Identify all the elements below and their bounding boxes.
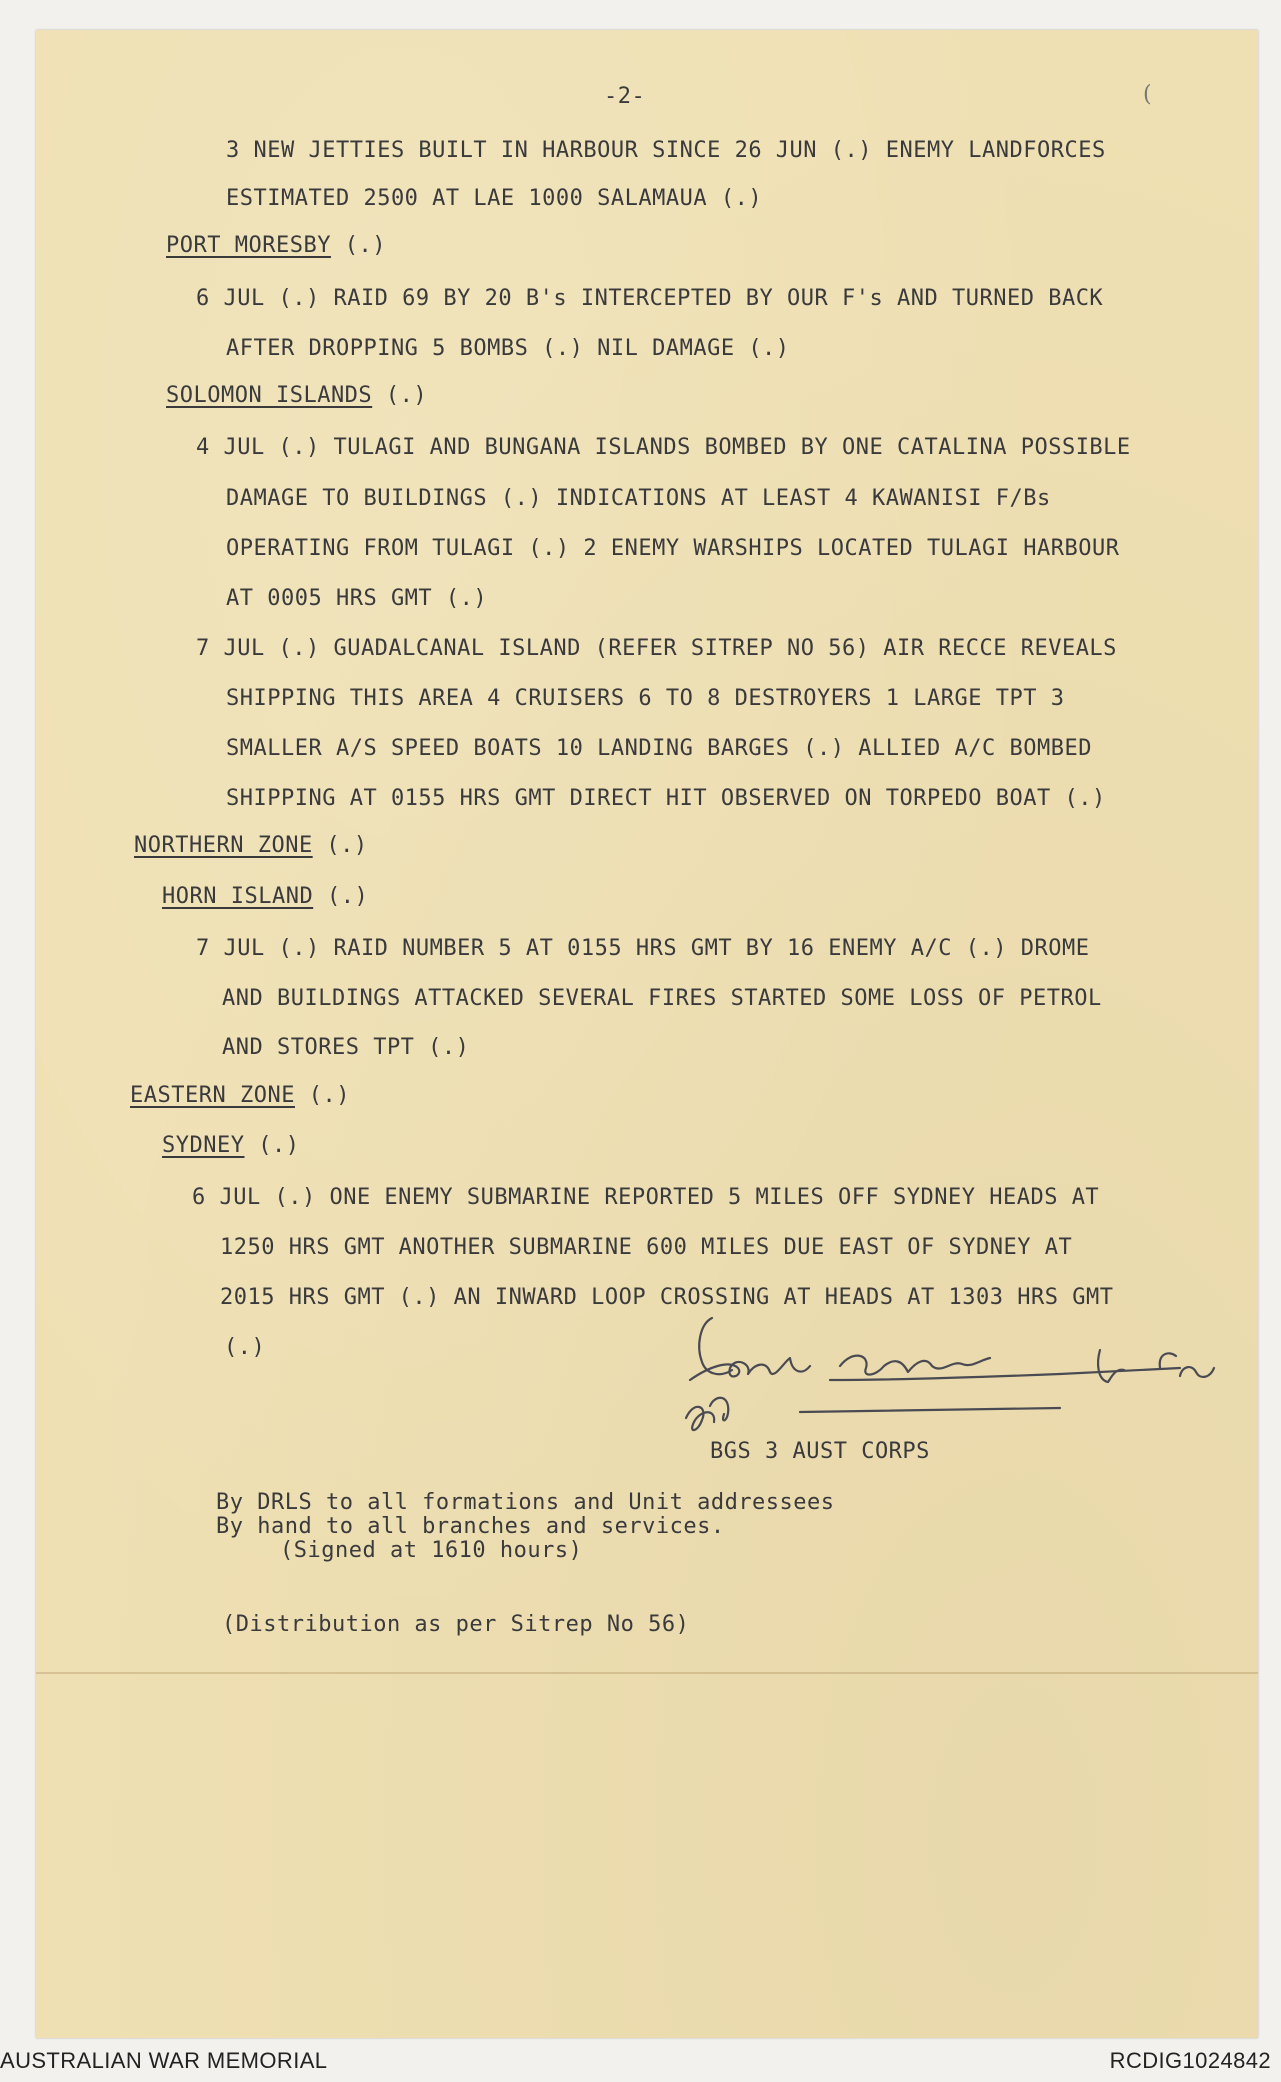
text-line: 3 NEW JETTIES BUILT IN HARBOUR SINCE 26 JUN (.) ENEMY LANDFORCES (226, 138, 1106, 163)
document-sheet (36, 30, 1258, 2038)
heading-suffix: (.) (313, 884, 369, 909)
section-heading (134, 835, 368, 857)
text-line: 6 JUL (.) RAID 69 BY 20 B's INTERCEPTED BY OUR F's AND TURNED BACK (196, 286, 1104, 311)
text-line: AFTER DROPPING 5 BOMBS (.) NIL DAMAGE (.) (226, 336, 790, 361)
heading-suffix: (.) (312, 833, 368, 858)
text-line: SMALLER A/S SPEED BOATS 10 LANDING BARGES (.) ALLIED A/C BOMBED (226, 736, 1092, 761)
heading-suffix: (.) (294, 1083, 350, 1108)
distribution-line: By hand to all branches and services. (216, 1514, 725, 1539)
heading-label: SOLOMON ISLANDS (166, 383, 373, 408)
text-line: 7 JUL (.) RAID NUMBER 5 AT 0155 HRS GMT BY 16 ENEMY A/C (.) DROME (196, 936, 1090, 961)
text-line: ESTIMATED 2500 AT LAE 1000 SALAMAUA (.) (226, 186, 763, 211)
heading-label: PORT MORESBY (166, 233, 331, 258)
heading-label: HORN ISLAND (162, 884, 314, 909)
section-heading (162, 1135, 299, 1157)
text-line: AND STORES TPT (.) (222, 1035, 470, 1060)
heading-suffix: (.) (372, 383, 428, 408)
section-heading (166, 235, 386, 257)
text-line: SHIPPING THIS AREA 4 CRUISERS 6 TO 8 DESTROYERS 1 LARGE TPT 3 (226, 686, 1065, 711)
text-line: 7 JUL (.) GUADALCANAL ISLAND (REFER SITREP NO 56) AIR RECCE REVEALS (196, 636, 1117, 661)
text-line: SHIPPING AT 0155 HRS GMT DIRECT HIT OBSERVED ON TORPEDO BOAT (.) (226, 786, 1106, 811)
fold-line (36, 1672, 1258, 1674)
section-heading (162, 886, 368, 908)
text-line: 1250 HRS GMT ANOTHER SUBMARINE 600 MILES DUE EAST OF SYDNEY AT (220, 1235, 1073, 1260)
heading-label: SYDNEY (162, 1133, 245, 1158)
footer-archive-name: AUSTRALIAN WAR MEMORIAL (0, 2048, 328, 2073)
signed-time: (Signed at 1610 hours) (280, 1538, 583, 1563)
section-heading (130, 1085, 350, 1107)
section-heading (166, 385, 427, 407)
heading-label: NORTHERN ZONE (134, 833, 313, 858)
text-line: AT 0005 HRS GMT (.) (226, 586, 488, 611)
text-line: OPERATING FROM TULAGI (.) 2 ENEMY WARSHIPS LOCATED TULAGI HARBOUR (226, 536, 1120, 561)
heading-suffix: (.) (330, 233, 386, 258)
heading-suffix: (.) (244, 1133, 300, 1158)
corner-mark: ( (1143, 82, 1152, 107)
text-line: AND BUILDINGS ATTACKED SEVERAL FIRES STARTED SOME LOSS OF PETROL (222, 986, 1102, 1011)
page-number: -2- (604, 84, 646, 109)
text-line: (.) (224, 1335, 266, 1360)
signature-block: BGS 3 AUST CORPS (710, 1439, 930, 1464)
text-line: 6 JUL (.) ONE ENEMY SUBMARINE REPORTED 5 MILES OFF SYDNEY HEADS AT (192, 1185, 1100, 1210)
footer-record-id: RCDIG1024842 (1109, 2048, 1271, 2073)
distribution-note: (Distribution as per Sitrep No 56) (222, 1612, 690, 1637)
text-line: DAMAGE TO BUILDINGS (.) INDICATIONS AT LEAST 4 KAWANISI F/Bs (226, 486, 1051, 511)
heading-label: EASTERN ZONE (130, 1083, 295, 1108)
text-line: 2015 HRS GMT (.) AN INWARD LOOP CROSSING AT HEADS AT 1303 HRS GMT (220, 1285, 1114, 1310)
text-line: 4 JUL (.) TULAGI AND BUNGANA ISLANDS BOMBED BY ONE CATALINA POSSIBLE (196, 435, 1131, 460)
distribution-line: By DRLS to all formations and Unit addressees (216, 1490, 835, 1515)
handwritten-signature (680, 1310, 1240, 1460)
